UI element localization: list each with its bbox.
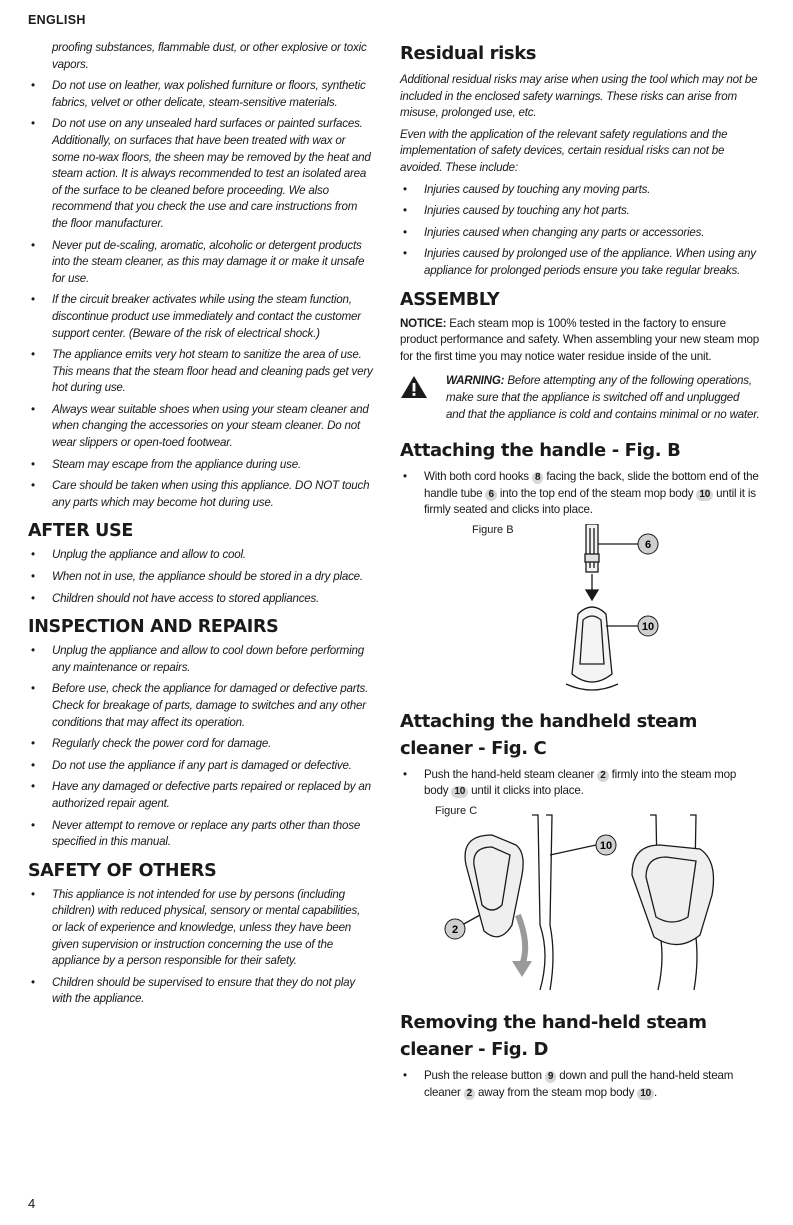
part-number-badge: 8 xyxy=(532,472,543,484)
list-item: • When not in use, the appliance should be stored in a dry place. xyxy=(28,569,373,586)
handheld-text-2: firmly into the steam mop body xyxy=(424,767,737,798)
figure-c xyxy=(400,805,760,995)
removing-handheld-heading: Removing the hand-held steam cleaner - Fig. D xyxy=(400,1012,707,1061)
list-item xyxy=(400,767,760,800)
list-item: • Do not use the appliance if any part is damaged or defective. xyxy=(28,758,373,775)
handheld-text-3: until it clicks into place. xyxy=(468,784,584,798)
list-item: • Regularly check the power cord for damage. xyxy=(28,736,373,753)
handle-text-3: into the top end of the steam mop body xyxy=(496,486,697,500)
notice-paragraph xyxy=(400,316,760,366)
list-item: • Children should be supervised to ensure that they do not play with the appliance. xyxy=(28,975,373,1008)
removing-text-2: down and pull the hand-held steam cleaner xyxy=(424,1069,734,1099)
warning-label: WARNING: xyxy=(446,374,505,388)
warning-block xyxy=(400,373,760,423)
intro-bullet-list xyxy=(28,78,373,511)
removing-handheld-list xyxy=(400,1068,760,1101)
list-item: • Do not use on leather, wax polished furniture or floors, synthetic fabrics, velvet or other delicate, steam-sensitive materials. xyxy=(28,78,373,111)
list-item: • Care should be taken when using this appliance. DO NOT touch any parts which may become hot during use. xyxy=(28,478,373,511)
right-column xyxy=(400,40,760,1106)
after-use-heading: AFTER USE xyxy=(28,521,134,542)
list-item: • Always wear suitable shoes when using your steam cleaner and when changing the accessories on your steam cleaner. Do not wear slippers or open-toed footwear. xyxy=(28,402,373,452)
notice-label: NOTICE: xyxy=(400,316,447,330)
inspection-heading: INSPECTION AND REPAIRS xyxy=(28,617,279,638)
removing-text-3: away from the steam mop body xyxy=(475,1085,638,1099)
warning-text xyxy=(432,373,760,423)
page-number: 4 xyxy=(28,1196,36,1211)
callout-label: 10 xyxy=(641,620,655,633)
part-number-badge: 2 xyxy=(597,770,608,782)
list-item: • Injuries caused by touching any hot parts. xyxy=(400,203,760,220)
list-item: • Injuries caused by touching any moving parts. xyxy=(400,182,760,199)
handle-text-2: facing the back, slide the bottom end of the handle tube xyxy=(424,470,759,500)
list-item: • Have any damaged or defective parts repaired or replaced by an authorized repair agent. xyxy=(28,779,373,812)
warning-triangle-icon xyxy=(400,373,432,423)
language-label: ENGLISH xyxy=(28,13,86,27)
figure-b-illustration xyxy=(400,524,760,694)
callout-label: 6 xyxy=(644,538,652,551)
list-item: • If the circuit breaker activates while using the steam function, discontinue product use immediately and contact the customer support center. (Beware of the risk of electrical shock.) xyxy=(28,292,373,342)
residual-risks-heading: Residual risks xyxy=(400,43,537,64)
warning-body: Before attempting any of the following operations, make sure that the appliance is switched off and unplugged and that the appliance is cold and contains minimal or no water. xyxy=(446,374,760,421)
attaching-handle-heading: Attaching the handle - Fig. B xyxy=(400,440,681,462)
attaching-handle-list xyxy=(400,469,760,519)
callout-label: 10 xyxy=(599,840,613,853)
figure-c-illustration xyxy=(400,805,760,995)
figure-b-label: Figure B xyxy=(472,523,514,536)
part-number-badge: 10 xyxy=(637,1088,654,1100)
inspection-list xyxy=(28,643,373,851)
assembly-heading: ASSEMBLY xyxy=(400,289,500,310)
list-item: • Do not use on any unsealed hard surfaces or painted surfaces. Additionally, on surfaces that have been treated with wax or some no-wax floors, the sheen may be removed by the heat and steam action. It is always recommended to test an isolated area of the surface to be cleaned before proceeding. We also recommend that you check the use and care instructions from the floor manufacturer. xyxy=(28,116,373,232)
part-number-badge: 2 xyxy=(464,1088,475,1100)
figure-b xyxy=(400,524,760,694)
residual-para-1: Additional residual risks may arise when using the tool which may not be included in the enclosed safety warnings. These risks can arise from misuse, prolonged use, etc. xyxy=(400,73,758,120)
after-use-list xyxy=(28,547,373,607)
notice-text: Each steam mop is 100% tested in the factory to ensure product performance and safety. When assembling your new steam mop for the first time you may notice water residue inside of the unit. xyxy=(400,316,760,363)
list-item: • Unplug the appliance and allow to cool down before performing any maintenance or repairs. xyxy=(28,643,373,676)
list-item: • This appliance is not intended for use by persons (including children) with reduced physical, sensory or mental capabilities, or lack of experience and knowledge, unless they have been given supervision or instruction concerning the use of the appliance by a person responsible for their safety. xyxy=(28,887,373,970)
list-item: • Unplug the appliance and allow to cool. xyxy=(28,547,373,564)
list-item xyxy=(400,1068,760,1101)
residual-para-2: Even with the application of the relevant safety regulations and the implementation of safety devices, certain residual risks can not be avoided. These include: xyxy=(400,127,728,174)
left-column xyxy=(28,40,373,1013)
part-number-badge: 10 xyxy=(696,489,713,501)
part-number-badge: 6 xyxy=(485,489,496,501)
removing-text-1: Push the release button xyxy=(424,1069,545,1083)
residual-list xyxy=(400,182,760,280)
figure-c-label: Figure C xyxy=(435,805,478,818)
safety-of-others-heading: SAFETY OF OTHERS xyxy=(28,860,217,881)
handle-text-4: until it is firmly seated and clicks into place. xyxy=(424,486,756,517)
list-item: • Steam may escape from the appliance during use. xyxy=(28,457,373,474)
removing-text-4: . xyxy=(653,1085,657,1099)
attaching-handheld-heading: Attaching the handheld steam cleaner - Fig. C xyxy=(400,710,698,759)
safety-of-others-list xyxy=(28,887,373,1008)
list-item: • The appliance emits very hot steam to sanitize the area of use. This means that the steam floor head and cleaning pads get very hot during use. xyxy=(28,347,373,397)
attaching-handheld-list xyxy=(400,767,760,800)
list-item: • Injuries caused by prolonged use of the appliance. When using any appliance for prolonged periods ensure you take regular breaks. xyxy=(400,246,760,279)
list-item xyxy=(400,469,760,519)
handheld-text-1: Push the hand-held steam cleaner xyxy=(424,767,598,781)
list-item: • Children should not have access to stored appliances. xyxy=(28,591,373,608)
list-item: • Never attempt to remove or replace any parts other than those specified in this manual. xyxy=(28,818,373,851)
callout-label: 2 xyxy=(451,924,459,937)
part-number-badge: 10 xyxy=(451,786,468,798)
intro-continuation: proofing substances, flammable dust, or other explosive or toxic vapors. xyxy=(52,41,367,71)
handle-text-1: With both cord hooks xyxy=(424,470,532,484)
list-item: • Never put de-scaling, aromatic, alcoholic or detergent products into the steam cleaner, as this may damage it or make it unsafe for use. xyxy=(28,238,373,288)
list-item: • Injuries caused when changing any parts or accessories. xyxy=(400,225,760,242)
list-item: • Before use, check the appliance for damaged or defective parts. Check for breakage of parts, damage to switches and any other conditions that may affect its operation. xyxy=(28,681,373,731)
part-number-badge: 9 xyxy=(545,1071,556,1083)
